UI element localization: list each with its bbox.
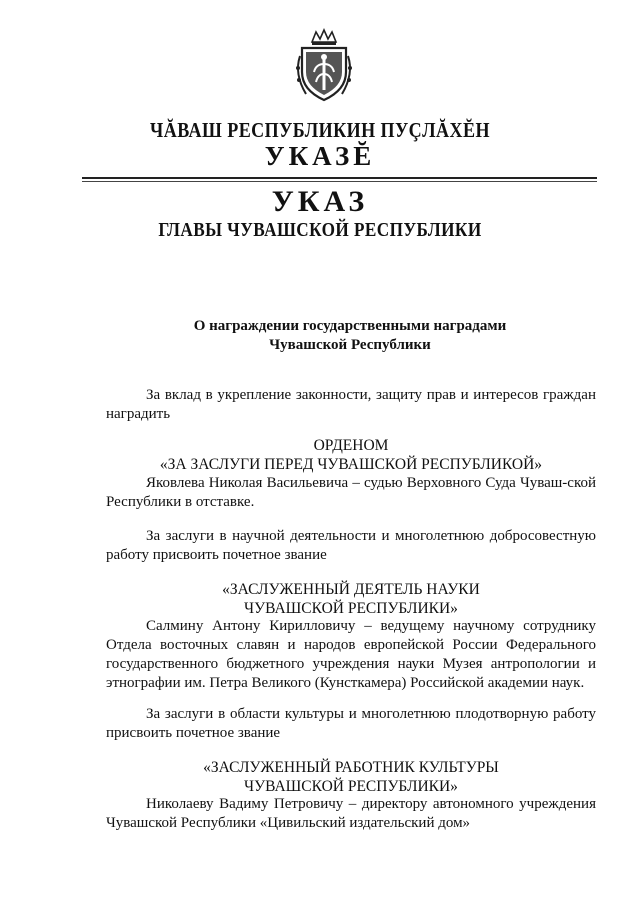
header-divider-thin — [82, 181, 597, 182]
decree-title-line: О награждении государственными наградами — [193, 318, 507, 334]
section-intro: За заслуги в научной деятельности и многолетнюю добросовестную работу присвоить почетное звание — [106, 528, 596, 563]
award-name-line: «ЗАСЛУЖЕННЫЙ РАБОТНИК КУЛЬТУРЫ — [203, 759, 499, 776]
award-name-line: ОРДЕНОМ — [313, 437, 389, 454]
award-name — [106, 436, 596, 474]
header-chuvash-title: ЧĂВАШ РЕСПУБЛИКИН ПУÇЛĂХĔН — [150, 118, 490, 142]
award-recipient: Салмину Антону Кирилловичу – ведущему научному сотруднику Отдела восточных славян и народов европейской России Федерального государственного бюджетного учреждения науки Музея антропологии и этнографии им. Петра Великого (Кунсткамера) Российской академии наук. — [106, 618, 596, 691]
section-intro: За вклад в укрепление законности, защиту прав и интересов граждан наградить — [106, 387, 596, 422]
award-name — [106, 580, 596, 618]
award-name-line: «ЗАСЛУЖЕННЫЙ ДЕЯТЕЛЬ НАУКИ — [222, 581, 480, 598]
header-russian-title: ГЛАВЫ ЧУВАШСКОЙ РЕСПУБЛИКИ — [158, 219, 482, 241]
header-russian-decree: УКАЗ — [271, 185, 369, 218]
coat-of-arms-icon — [292, 28, 356, 106]
award-recipient: Яковлева Николая Васильевича – судью Верховного Суда Чуваш-ской Республики в отставке. — [106, 475, 596, 510]
section-intro: За заслуги в области культуры и многолетнюю плодотворную работу присвоить почетное звание — [106, 706, 596, 741]
decree-title — [130, 317, 570, 355]
decree-title-line: Чувашской Республики — [269, 337, 431, 353]
award-name — [106, 758, 596, 796]
header-chuvash-decree: УКАЗĔ — [264, 141, 376, 171]
header-divider — [82, 177, 597, 179]
award-name-line: ЧУВАШСКОЙ РЕСПУБЛИКИ» — [244, 600, 458, 617]
award-name-line: «ЗА ЗАСЛУГИ ПЕРЕД ЧУВАШСКОЙ РЕСПУБЛИКОЙ» — [159, 456, 543, 473]
award-recipient: Николаеву Вадиму Петровичу – директору автономного учреждения Чувашской Республики «Цивильский издательский дом» — [106, 796, 596, 831]
award-name-line: ЧУВАШСКОЙ РЕСПУБЛИКИ» — [244, 778, 458, 795]
